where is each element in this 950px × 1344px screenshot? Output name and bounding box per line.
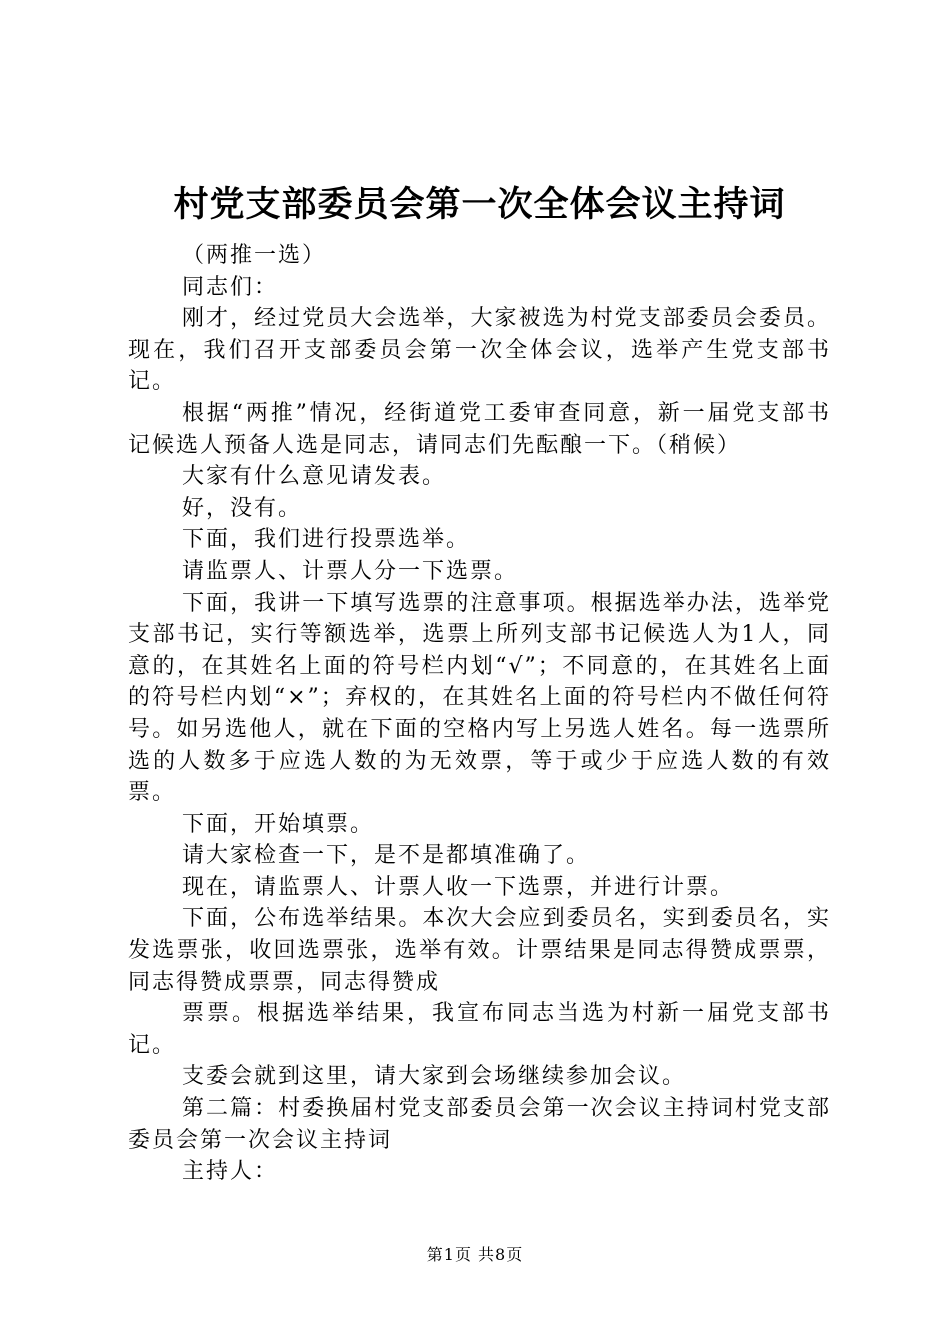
paragraph: 同志们： — [182, 274, 279, 300]
document-title: 村党支部委员会第一次全体会议主持词 — [173, 184, 786, 225]
page-footer — [0, 1244, 950, 1266]
paragraph: 第二篇：村委换届村党支部委员会第一次会议主持词村党支部委员会第一次会议主持词 — [128, 1096, 831, 1153]
paragraph: 下面，我讲一下填写选票的注意事项。根据选举办法，选举党支部书记，实行等额选举，选票上所列支部书记候选人为1人，同意的，在其姓名上面的符号栏内划“√”；不同意的，在其姓名上面的符号栏内划“×”；弃权的，在其姓名上面的符号栏内不做任何符号。如另选他人，就在下面的空格内写上另选人姓名。每一选票所选的人数多于应选人数的为无效票，等于或少于应选人数的有效票。 — [128, 590, 831, 806]
paragraph: 好，没有。 — [182, 495, 303, 521]
paragraph: 下面，我们进行投票选举。 — [182, 527, 471, 553]
page-number: 第1页 共8页 — [426, 1245, 524, 1264]
paragraph: 请监票人、计票人分一下选票。 — [182, 558, 519, 584]
paragraph: 支委会就到这里，请大家到会场继续参加会议。 — [182, 1064, 687, 1090]
paragraph: 票票。根据选举结果，我宣布同志当选为村新一届党支部书记。 — [128, 1001, 831, 1058]
paragraph: 根据“两推”情况，经街道党工委审查同意，新一届党支部书记候选人预备人选是同志，请同志们先酝酿一下。（稍候） — [128, 400, 831, 458]
paragraph: 现在，请监票人、计票人收一下选票，并进行计票。 — [182, 874, 735, 900]
paragraph: 大家有什么意见请发表。 — [182, 464, 447, 490]
paragraph: 刚才，经过党员大会选举，大家被选为村党支部委员会委员。现在，我们召开支部委员会第一次全体会议，选举产生党支部书记。 — [128, 306, 831, 395]
document-page — [128, 178, 831, 1188]
paragraph: 请大家检查一下，是不是都填准确了。 — [182, 843, 591, 869]
paragraph: （两推一选） — [182, 243, 327, 268]
paragraph: 主持人： — [182, 1159, 279, 1185]
document-body — [128, 240, 831, 1188]
paragraph: 下面，开始填票。 — [182, 811, 375, 837]
paragraph: 下面，公布选举结果。本次大会应到委员名，实到委员名，实发选票张，收回选票张，选举有效。计票结果是同志得赞成票票，同志得赞成票票，同志得赞成 — [128, 906, 831, 995]
